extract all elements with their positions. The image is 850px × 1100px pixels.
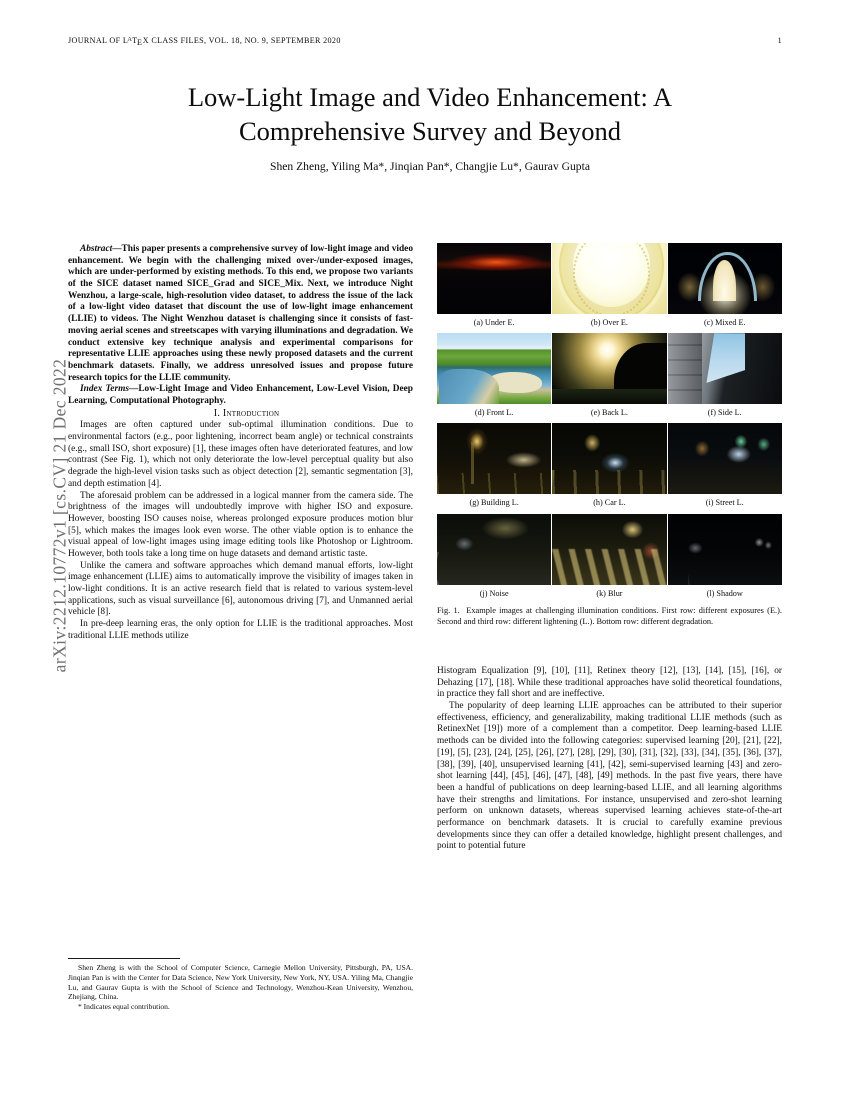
paragraph: Histogram Equalization [9], [10], [11], Retinex theory [12], [13], [14], [15], [16], or Dehazing [17], [18]. While these traditional approaches have solid theoretical foundations, in practice they fall short and are ineffective. — [437, 666, 782, 700]
figure-cell — [668, 423, 782, 513]
subfigure-caption: (c) Mixed E. — [703, 318, 746, 327]
subfigure-caption: (f) Side L. — [707, 408, 742, 418]
footnote-block — [68, 958, 413, 1012]
latex-logo — [123, 36, 149, 45]
page-title: Low-Light Image and Video Enhancement: A Comprehensive Survey and Beyond — [187, 82, 673, 147]
figure-cell — [668, 333, 782, 423]
thumbnail-building-light — [437, 423, 551, 494]
abstract-text: This paper presents a comprehensive survey of low-light image and video enhancement. We begin with the challenging mixed over-/under-exposed images, which are under-performed by existing methods. To this end, we propose two variants of the SICE dataset named SICE_Grad and SICE_Mix. Next, we introduce Night Wenzhou, a large-scale, high-resolution video dataset, to address the issue of the lack of a low-light video dataset that discount the use of low-light image enhancement (LLIE) to videos. The Night Wenzhou dataset is challenging since it consists of fast-moving aerial scenes and streetscapes with varying illuminations and degradation. We conduct extensive key technique analysis and experimental comparisons for representative LLIE approaches using these newly proposed datasets and the current benchmark datasets. Finally, we address unresolved issues and propose future research topics for the LLIE community. — [68, 244, 413, 383]
subfigure-caption: (k) Blur — [596, 588, 623, 598]
journal-suffix: CLASS FILES, VOL. 18, NO. 9, SEPTEMBER 2020 — [148, 36, 341, 45]
right-column — [437, 666, 782, 853]
figure-cell — [668, 243, 782, 333]
paragraph: The popularity of deep learning LLIE approaches can be attributed to their superior effectiveness, efficiency, and generalizability, making traditional LLIE methods (such as RetinexNet [19]) more of a complement than a competitor. Deep learning-based LLIE methods can be divided into the following categories: supervised learning [20], [21], [22], [19], [5], [23], [24], [25], [26], [27], [28], [29], [30], [31], [32], [33], [34], [35], [36], [37], [38], [39], [40], unsupervised learning [41], [42], semi-supervised learning [43] and zero-shot learning [44], [45], [46], [47], [48], [49] methods. In the past five years, there have been a handful of publications on deep learning-based LLIE, and all learning algorithms have their strengths and limitations. For instance, unsupervised and zero-shot learning perform on unknown datasets, whereas supervised learning achieves state-of-the-art performance on benchmark datasets. It is crucial to carefully examine previous developments since they can offer a detailed knowledge, highlight present challenges, and point to potential future — [437, 701, 782, 852]
figure-cell — [437, 423, 551, 513]
figure-1 — [437, 243, 782, 628]
subfigure-caption: (b) Over E. — [590, 318, 628, 327]
figure-cell — [552, 514, 666, 604]
figure-cell — [552, 333, 666, 423]
abstract-block — [68, 244, 413, 384]
thumbnail-side-light — [668, 333, 782, 404]
figure-cell — [552, 423, 666, 513]
page-number: 1 — [777, 36, 782, 45]
index-terms-block — [68, 384, 413, 407]
footnote-rule — [68, 958, 180, 959]
thumbnail-back-light — [552, 333, 666, 404]
arxiv-stamp: arXiv:2212.10772v1 [cs.CV] 21 Dec 2022 — [49, 358, 70, 673]
latex-t: T — [132, 36, 138, 45]
subfigure-caption: (a) Under E. — [473, 318, 515, 327]
paragraph: Images are often captured under sub-optimal illumination conditions. Due to environmental factors (e.g., poor lightening, incorrect beam angle) or technical constraints (e.g., small ISO, short exposure) [1], these images often have deteriorated features, and low contrast (See Fig. 1), which not only deteriorate the low-level perceptual quality but also degrade the high-level vision tasks such as object detection [2], semantic segmentation [3], and depth estimation [4]. — [68, 420, 413, 489]
latex-x: X — [142, 36, 149, 45]
thumbnail-shadow — [668, 514, 782, 585]
thumbnail-over-exposure — [552, 243, 666, 314]
figure-caption-text: Example images at challenging illumination conditions. First row: different exposures (E.). Second and third row: different lightening (L.). Bottom row: different degradation. — [437, 605, 783, 626]
subfigure-caption: (l) Shadow — [706, 588, 743, 598]
index-terms-text: Low-Light Image and Video Enhancement, Low-Level Vision, Deep Learning, Computational Photography. — [68, 384, 413, 406]
latex-l: L — [122, 36, 129, 45]
journal-reference — [68, 36, 341, 45]
thumbnail-car-light — [552, 423, 666, 494]
thumbnail-under-exposure — [437, 243, 551, 314]
running-header — [68, 36, 782, 45]
figure-cell — [437, 514, 551, 604]
figure-caption — [437, 606, 782, 628]
figure-row — [437, 423, 782, 513]
thumbnail-blur — [552, 514, 666, 585]
footnote-affiliation: Shen Zheng is with the School of Computer Science, Carnegie Mellon University, Pittsburgh, PA, USA. Jinqian Pan is with the Center for Data Science, New York University, New York, NY, USA. Yiling Ma, Changjie Lu, and Gaurav Gupta is with the School of Science and Technology, Wenzhou-Kean University, Wenzhou, Zhejiang, China. — [68, 963, 413, 1002]
figure-row — [437, 243, 782, 333]
figure-row — [437, 514, 782, 604]
figure-cell — [668, 514, 782, 604]
thumbnail-front-light — [437, 333, 551, 404]
thumbnail-street-light — [668, 423, 782, 494]
index-terms-label: Index Terms — [80, 384, 129, 395]
abstract-label: Abstract — [80, 244, 113, 254]
latex-a: A — [127, 36, 132, 44]
thumbnail-noise — [437, 514, 551, 585]
subfigure-caption: (i) Street L. — [705, 498, 744, 508]
figure-row — [437, 333, 782, 423]
figure-cell — [437, 243, 551, 333]
subfigure-caption: (h) Car L. — [593, 498, 626, 508]
footnote-equal-contribution: * Indicates equal contribution. — [78, 1002, 170, 1012]
abstract-dash: — — [112, 244, 122, 254]
section-heading-introduction: I. Introduction — [213, 407, 280, 419]
left-column — [68, 244, 413, 642]
paragraph: Unlike the camera and software approaches which demand manual efforts, low-light image enhancement (LLIE) aims to automatically improve the visibility of images taken in low-light conditions. It is an active research field that is related to various system-level applications, such as visual surveillance [6], autonomous driving [7], and Unmanned aerial vehicle [8]. — [68, 560, 413, 618]
author-list: Shen Zheng, Yiling Ma*, Jinqian Pan*, Changjie Lu*, Gaurav Gupta — [270, 160, 590, 173]
index-terms-dash: — — [128, 384, 139, 395]
latex-e: E — [136, 37, 143, 47]
subfigure-caption: (j) Noise — [479, 588, 509, 598]
thumbnail-mixed-exposure — [668, 243, 782, 314]
journal-prefix: JOURNAL OF — [68, 36, 123, 45]
paragraph: The aforesaid problem can be addressed in a logical manner from the camera side. The brightness of the images will undoubtedly improve with higher ISO and exposure. However, boosting ISO causes noise, whereas prolonged exposure produces motion blur [5], which makes the images look even worse. The other viable option is to enhance the visual appeal of low-light images using image editing tools like Photoshop or Lightroom. However, both tools take a long time on huge datasets and demand artistic taste. — [68, 490, 413, 559]
subfigure-caption: (e) Back L. — [590, 408, 628, 418]
figure-cell — [437, 333, 551, 423]
subfigure-caption: (d) Front L. — [474, 408, 514, 418]
subfigure-caption: (g) Building L. — [469, 498, 519, 508]
figure-caption-label: Fig. 1. — [437, 605, 460, 615]
paragraph: In pre-deep learning eras, the only option for LLIE is the traditional approaches. Most traditional LLIE methods utilize — [68, 619, 413, 641]
figure-cell — [552, 243, 666, 333]
